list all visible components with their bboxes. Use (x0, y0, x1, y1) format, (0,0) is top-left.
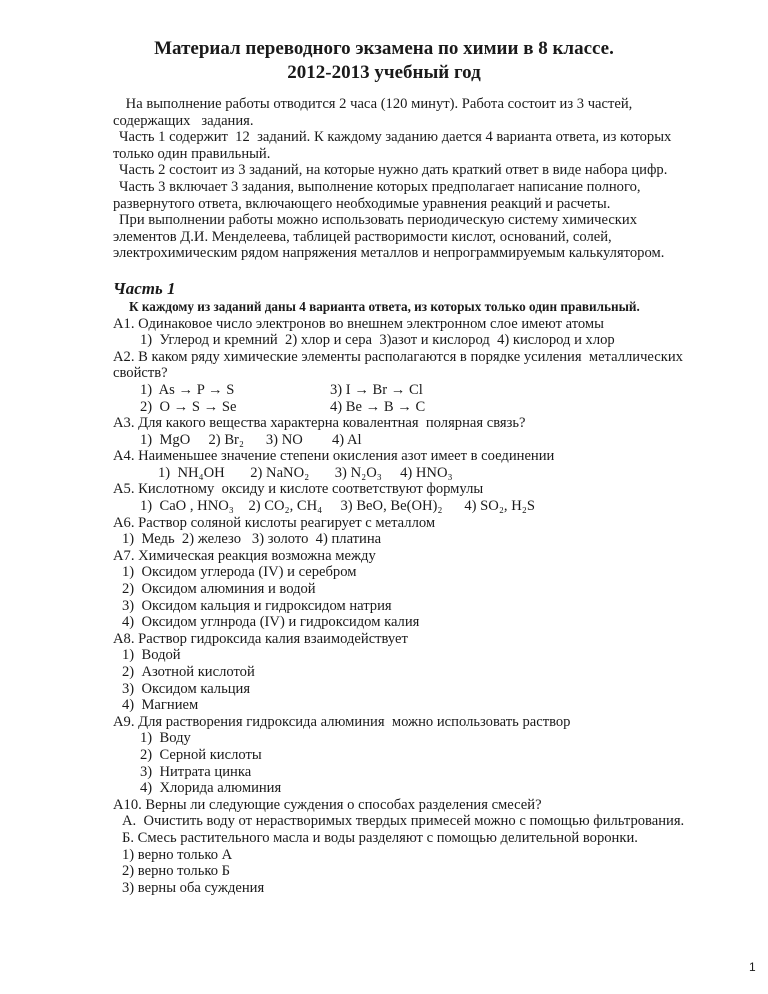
answer-option: 3) верны оба суждения (122, 879, 265, 896)
answer-options: 1) NH₄OH 2) NaNO₂ 3) N₂O₃ 4) HNO₃ (158, 464, 453, 481)
answer-option: 2) Азотной кислотой (122, 664, 255, 680)
answer-option: 4) Магнием (122, 697, 199, 714)
intro-line: Часть 1 содержит 12 заданий. К каждому заданию дается 4 варианта ответа, из которых (119, 129, 672, 146)
option-4: 4) Be → B → C (330, 398, 426, 415)
answer-option: 2) верно только Б (122, 863, 231, 880)
statement-b: Б. Смесь растительного масла и воды разделяют с помощью делительной воронки. (122, 829, 638, 846)
question-a3: А3. Для какого вещества характерна ковалентная полярная связь? (113, 415, 526, 432)
intro-line: элементов Д.И. Менделеева, таблицей растворимости кислот, оснований, солей, (113, 228, 612, 245)
document-body (113, 96, 753, 896)
answer-option: 4) Хлорида алюминия (140, 780, 282, 797)
question-a6: А6. Раствор соляной кислоты реагирует с металлом (113, 514, 436, 531)
part-1-instruction: К каждому из заданий даны 4 варианта ответа, из которых только один правильный. (129, 298, 640, 314)
question-a1: А1. Одинаковое число электронов во внешнем электронном слое имеют атомы (113, 315, 604, 332)
answer-options: 1) MgO 2) Br₂ 3) NO 4) Al (140, 431, 362, 448)
answer-option: 4) Оксидом углнрода (IV) и гидроксидом калия (122, 614, 420, 631)
title-line-1: Материал переводного экзамена по химии в 8 классе. (154, 38, 614, 59)
answer-option: 1) верно только А (122, 846, 233, 863)
part-1-heading: Часть 1 (113, 278, 176, 298)
answer-options: 1) CaO , HNO₃ 2) CO₂, CH₄ 3) BeO, Be(OH)₂ 4) SO₂, H₂S (140, 498, 535, 515)
statement-a: А. Очистить воду от нерастворимых твердых примесей можно с помощью фильтрования. (122, 813, 685, 830)
answer-option: 3) Нитрата цинка (140, 763, 252, 780)
question-a10: А10. Верны ли следующие суждения о способах разделения смесей? (113, 796, 542, 813)
intro-line: Часть 2 состоит из 3 заданий, на которые нужно дать краткий ответ в виде набора цифр. (119, 162, 668, 179)
question-a8: А8. Раствор гидроксида калия взаимодействует (113, 630, 408, 647)
answer-options: 1) Медь 2) железо 3) золото 4) платина (122, 531, 382, 548)
answer-option: 3) Оксидом кальция и гидроксидом натрия (122, 597, 392, 614)
intro-line: Часть 3 включает 3 задания, выполнение которых предполагает написание полного, (119, 178, 641, 195)
question-a7: А7. Химическая реакция возможна между (113, 547, 376, 564)
question-a9: А9. Для растворения гидроксида алюминия можно использовать раствор (113, 713, 571, 730)
title-line-2: 2012-2013 учебный год (287, 62, 481, 83)
option-2: 2) O → S → Se (140, 398, 237, 415)
question-a2-cont: свойств? (113, 365, 168, 382)
intro-line: содержащих задания. (113, 112, 254, 129)
answer-option: 3) Оксидом кальция (122, 680, 251, 697)
option-3: 3) I → Br → Cl (330, 381, 423, 398)
answer-option: 1) Воду (140, 730, 191, 747)
answer-option: 1) Оксидом углерода (IV) и серебром (122, 564, 357, 581)
question-a5: А5. Кислотному оксиду и кислоте соответствуют формулы (113, 481, 484, 498)
answer-option: 2) Серной кислоты (140, 746, 262, 763)
answer-options: 1) Углерод и кремний 2) хлор и сера 3)азот и кислород 4) кислород и хлор (140, 332, 615, 349)
intro-line: развернутого ответа, включающего необходимые уравнения реакций и расчеты. (113, 195, 611, 212)
intro-line: только один правильный. (113, 145, 271, 162)
answer-option: 2) Оксидом алюминия и водой (122, 581, 316, 598)
intro-line: При выполнении работы можно использовать периодическую систему химических (119, 212, 637, 229)
option-1: 1) As → P → S (140, 381, 235, 398)
intro-line: На выполнение работы отводится 2 часа (120 минут). Работа состоит из 3 частей, (122, 96, 633, 112)
question-a4: А4. Наименьшее значение степени окисления азот имеет в соединении (113, 448, 555, 465)
answer-options (113, 399, 753, 416)
page-number: 1 (749, 960, 756, 974)
answer-option: 1) Водой (122, 647, 181, 664)
intro-line: электрохимическим рядом напряжения металлов и непрограммируемым калькулятором. (113, 245, 665, 262)
question-a2: А2. В каком ряду химические элементы располагаются в порядке усиления металлических (113, 348, 683, 365)
answer-options (113, 382, 753, 399)
